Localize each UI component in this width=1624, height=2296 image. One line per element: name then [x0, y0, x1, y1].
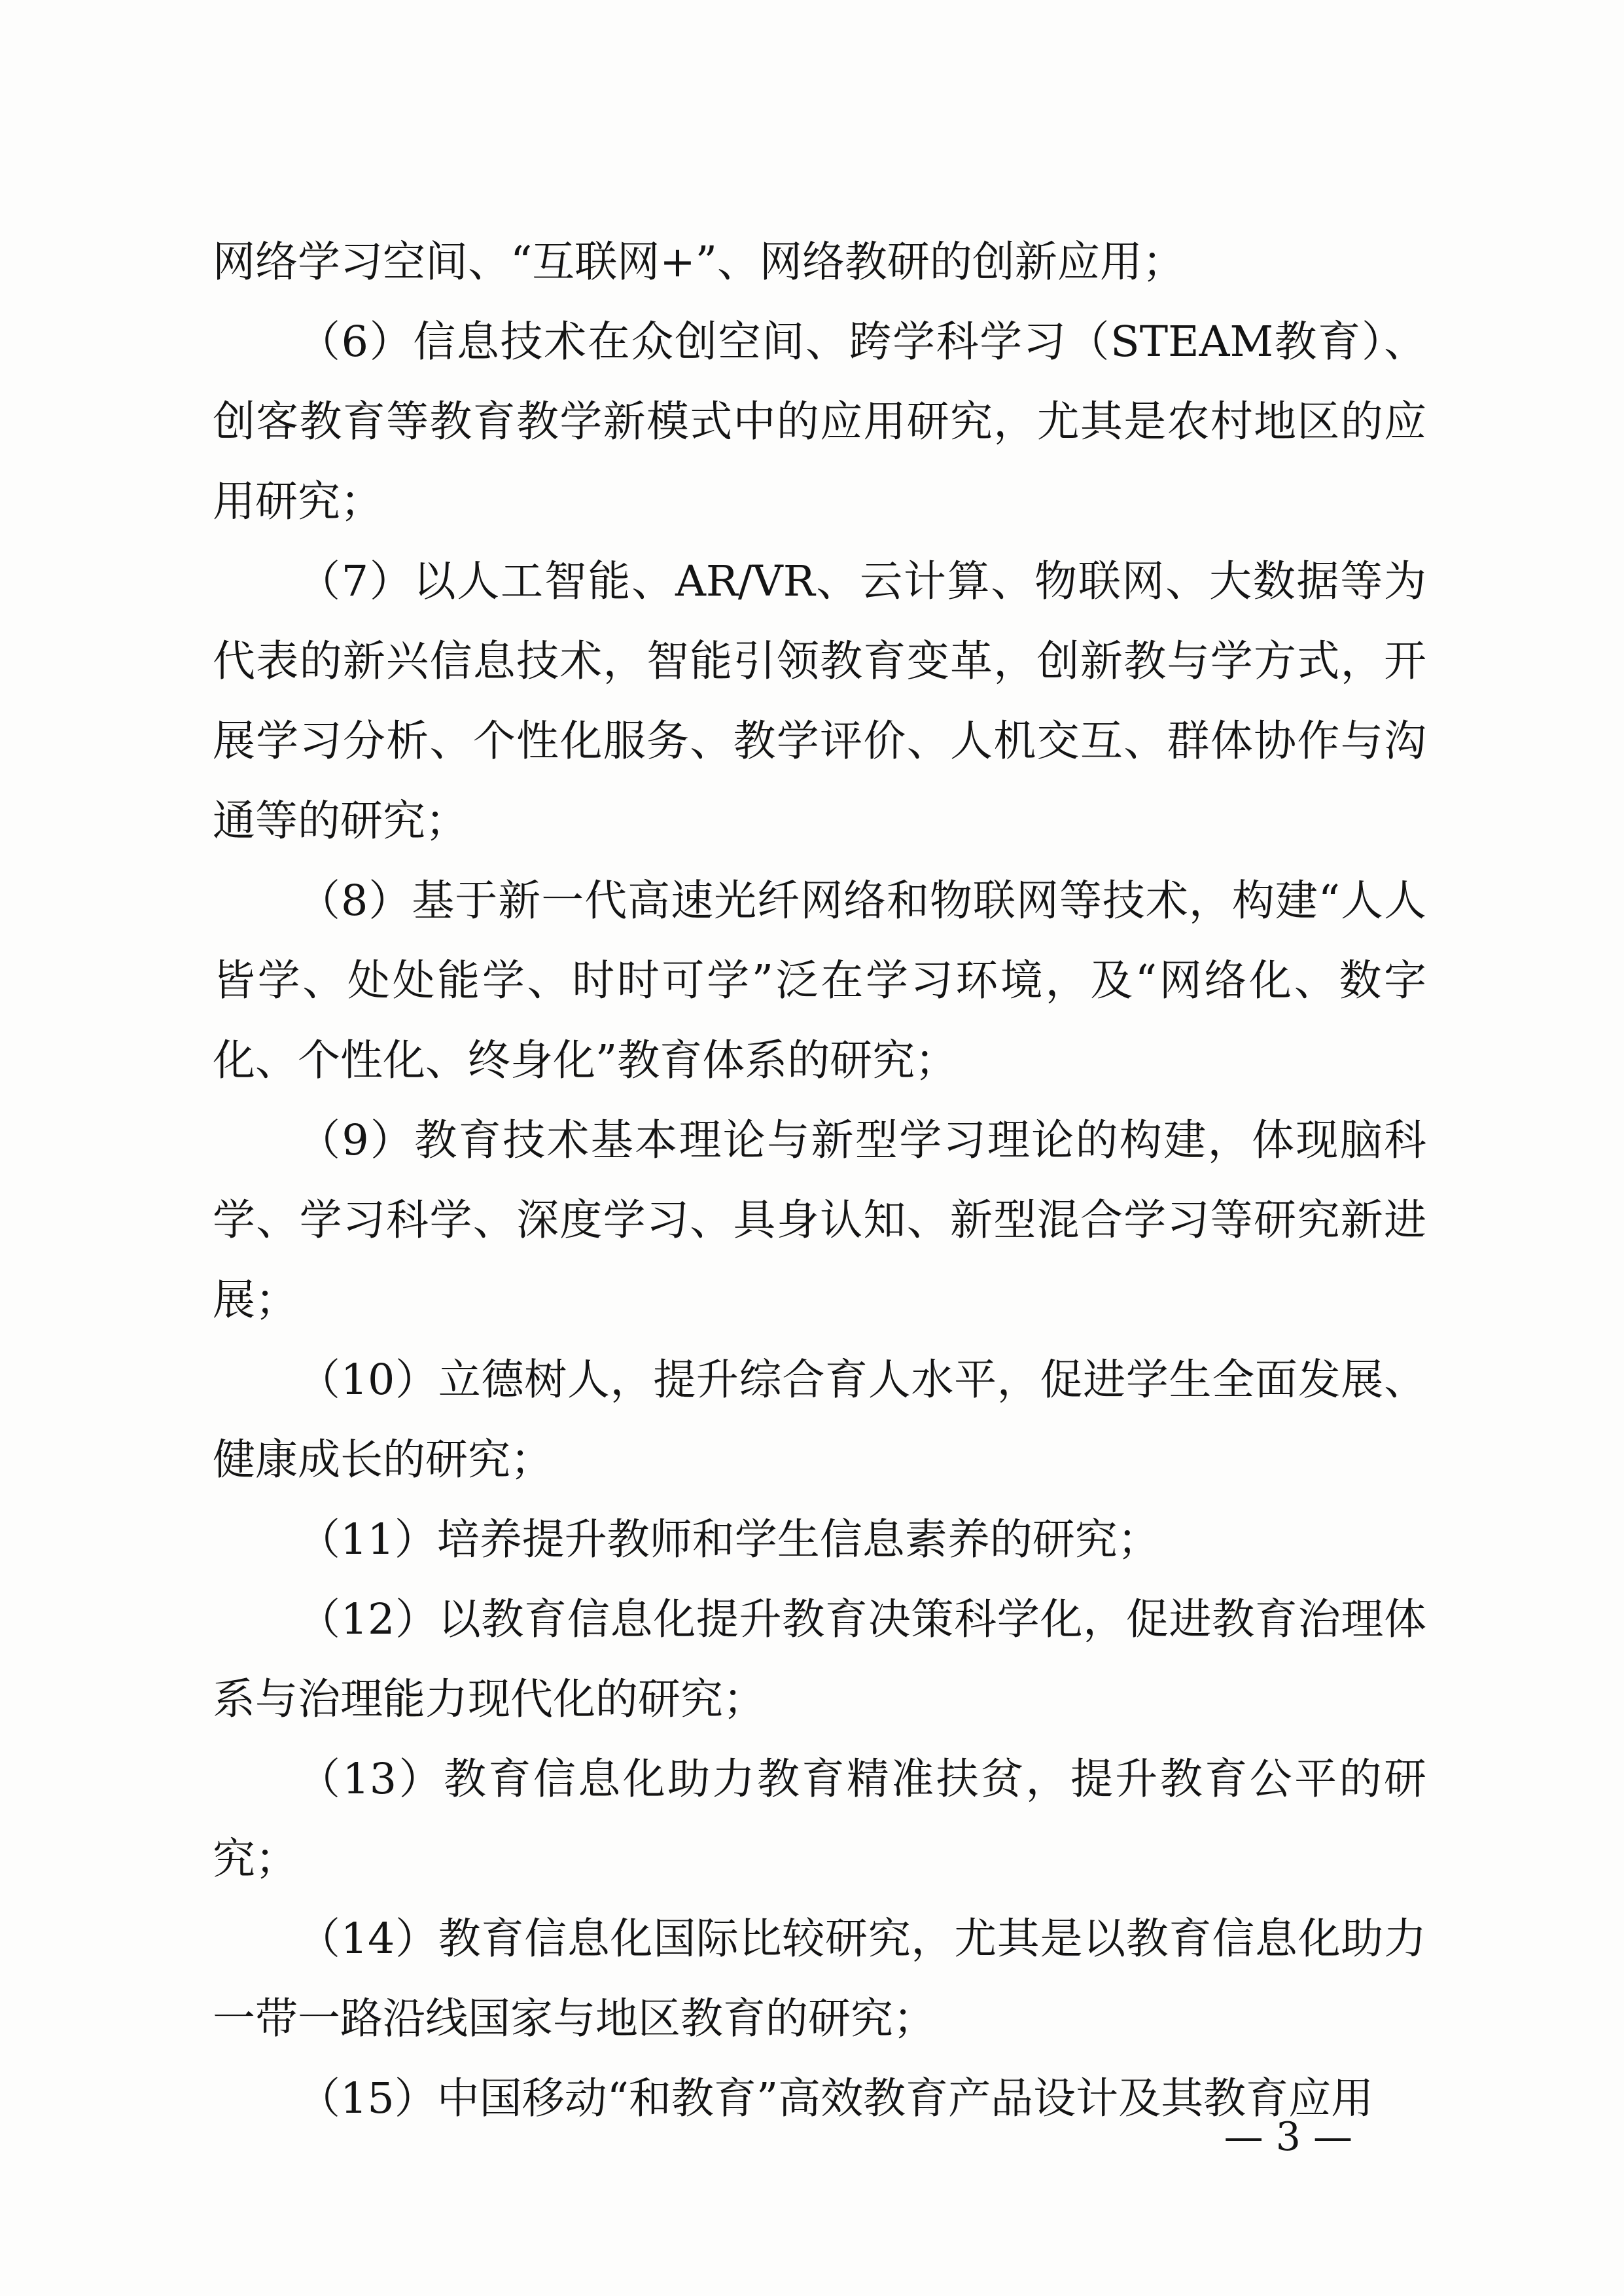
document-body	[213, 223, 1426, 2139]
paragraph-item-8: （8）基于新一代高速光纤网络和物联网等技术，构建“人人皆学、处处能学、时时可学”泛在学习环境，及“网络化、数字化、个性化、终身化”教育体系的研究；	[213, 876, 1426, 1085]
paragraph-item-12: （12）以教育信息化提升教育决策科学化，促进教育治理体系与治理能力现代化的研究；	[213, 1595, 1426, 1724]
paragraph-item-14: （14）教育信息化国际比较研究，尤其是以教育信息化助力一带一路沿线国家与地区教育的研究；	[213, 1914, 1426, 2043]
paragraph-item-11: （11）培养提升教师和学生信息素养的研究；	[298, 1515, 1160, 1564]
page-number: — 3 —	[1224, 2114, 1352, 2160]
paragraph-item-13: （13）教育信息化助力教育精准扶贫，提升教育公平的研究；	[213, 1755, 1426, 1884]
paragraph-item-9: （9）教育技术基本理论与新型学习理论的构建，体现脑科学、学习科学、深度学习、具身认知、新型混合学习等研究新进展；	[213, 1116, 1426, 1325]
paragraph-continuation: 网络学习空间、“互联网+”、网络教研的创新应用；	[213, 238, 1185, 287]
paragraph-item-15: （15）中国移动“和教育”高效教育产品设计及其教育应用	[298, 2074, 1374, 2123]
paragraph-item-7: （7）以人工智能、AR/VR、云计算、物联网、大数据等为代表的新兴信息技术，智能引领教育变革，创新教与学方式，开展学习分析、个性化服务、教学评价、人机交互、群体协作与沟通等的研究；	[213, 557, 1426, 846]
paragraph-item-6: （6）信息技术在众创空间、跨学科学习（STEAM教育）、创客教育等教育教学新模式中的应用研究，尤其是农村地区的应用研究；	[213, 317, 1426, 526]
paragraph-item-10: （10）立德树人，提升综合育人水平，促进学生全面发展、健康成长的研究；	[213, 1355, 1426, 1484]
